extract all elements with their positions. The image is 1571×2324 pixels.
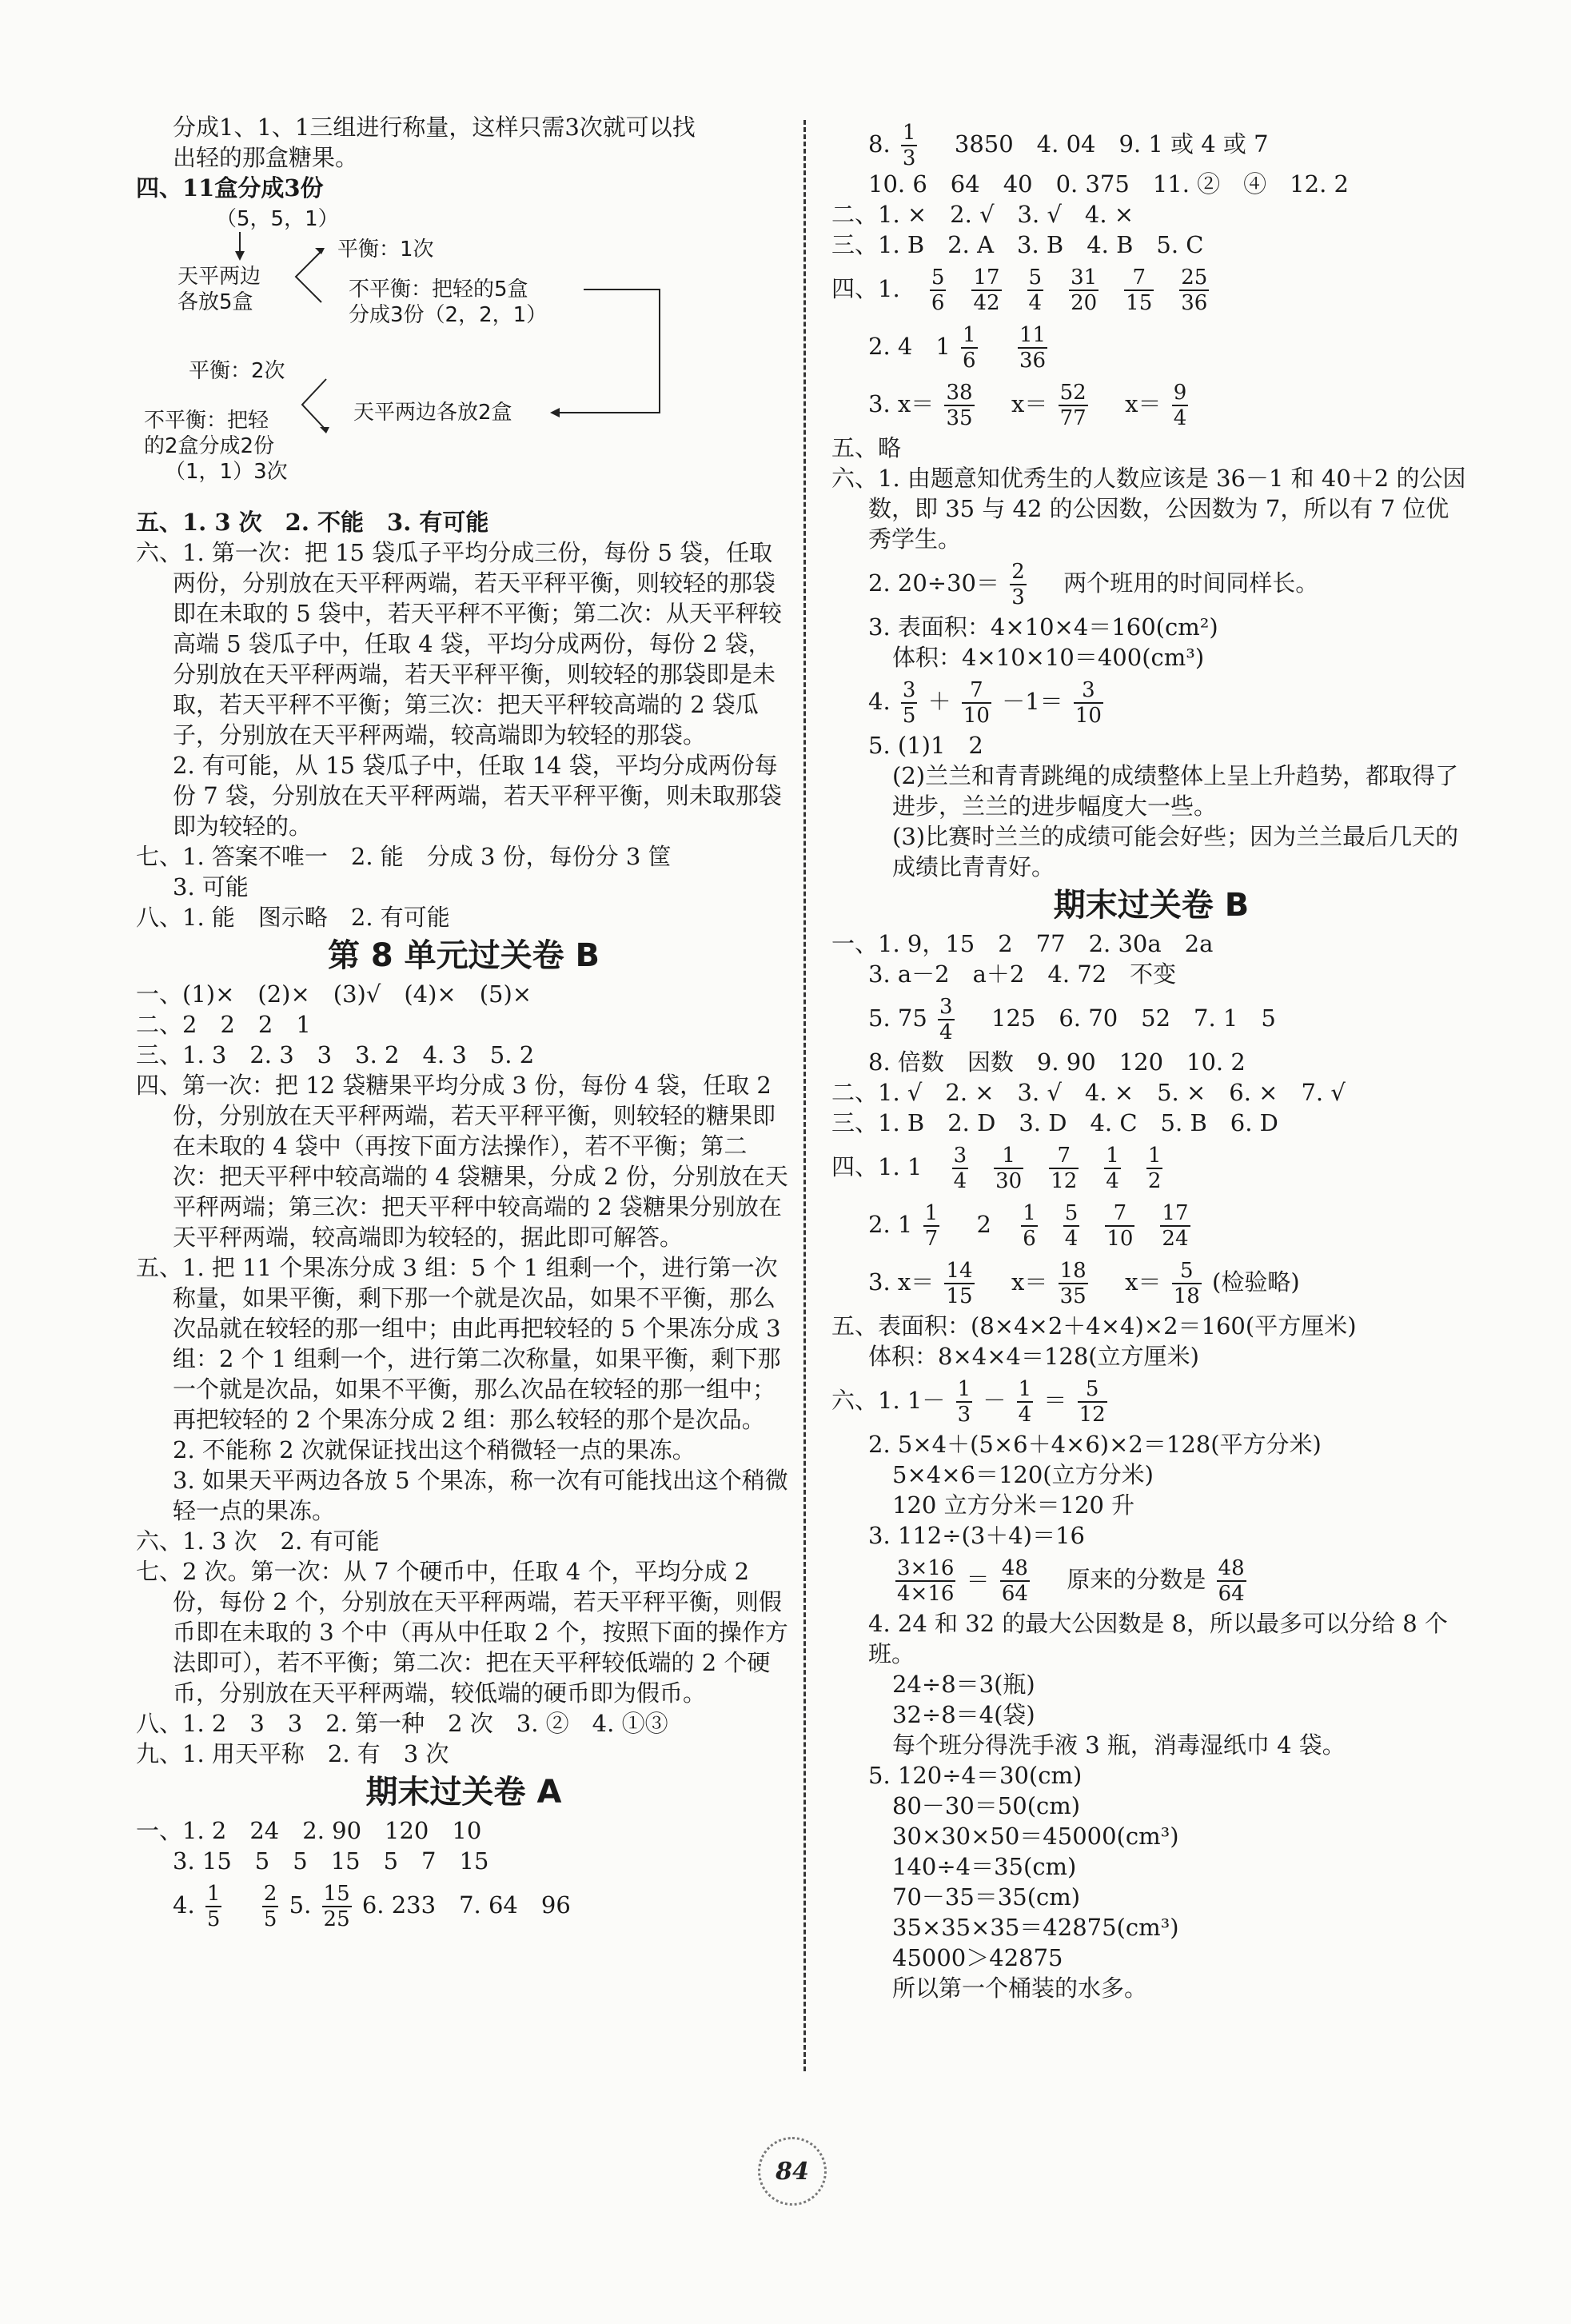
answer-line: 35×35×35＝42875(cm³) bbox=[892, 1914, 1179, 1941]
answer-paragraph: 五、1. 把 11 个果冻分成 3 组：5 个 1 组剩一个，进行第一次称量，如果平衡，剩下那一个就是次品，如果不平衡，那么次品就在较轻的那一组中；由此再把较轻的 5 个果冻分成 3 组：2 个 1 组剩一个，进行第二次称量，如果平衡，剩下那一个就是次品，如果不平衡，那么次品在较轻的那一组中；再把较轻的 2 个果冻分成 2 组：那么较轻的那个是次品。 bbox=[136, 1254, 781, 1433]
left-column bbox=[136, 112, 791, 1934]
section-title: 期末过关卷 B bbox=[1053, 887, 1250, 924]
answer-line: 每个班分得洗手液 3 瓶，消毒湿纸巾 4 袋。 bbox=[892, 1731, 1346, 1759]
operator: ＋ bbox=[927, 688, 951, 715]
answer-line: 五、略 bbox=[831, 434, 902, 461]
label: 125 6. 70 52 7. 1 5 bbox=[991, 1004, 1276, 1032]
fraction: $\frac{31}{20}$ bbox=[1071, 266, 1098, 315]
answer-line: 一、(1)× (2)× (3)√ (4)× (5)× bbox=[136, 980, 532, 1008]
fraction: $\frac{9}{4}$ bbox=[1173, 381, 1187, 430]
fraction: $\frac{2}{5}$ bbox=[263, 1882, 277, 1931]
fraction: $\frac{1}{2}$ bbox=[1147, 1144, 1162, 1193]
answer-line: 8. 倍数 因数 9. 90 120 10. 2 bbox=[868, 1048, 1246, 1076]
answer-paragraph: 七、2 次。第一次：从 7 个硬币中，任取 4 个，平均分成 2 份，每份 2 个，分别放在天平秤两端，若天平秤平衡，则假币即在未取的 3 个中（再从中任取 2 个，按照下面的操作方法即可），若不平衡；第二次：把在天平秤较低端的 2 个硬币，分别放在天平秤两端，较低端的硬币即为假币。 bbox=[136, 1558, 788, 1707]
answer-line: 五、表面积：(8×4×2＋4×4)×2＝160(平方厘米) bbox=[831, 1312, 1357, 1340]
answer-paragraph: 4. 24 和 32 的最大公因数是 8，所以最多可以分给 8 个班。 bbox=[868, 1610, 1448, 1667]
answer-line: 出轻的那盒糖果。 bbox=[173, 144, 359, 171]
label: 四、1. 1 bbox=[831, 1153, 923, 1180]
operator: ＝ bbox=[966, 1566, 990, 1593]
fraction: $\frac{1}{3}$ bbox=[957, 1377, 971, 1427]
weighing-diagram bbox=[136, 203, 791, 507]
fraction: $\frac{3}{5}$ bbox=[902, 678, 916, 728]
answer-line: 140÷4＝35(cm) bbox=[892, 1853, 1077, 1880]
answer-line: 二、2 2 2 1 bbox=[136, 1011, 311, 1038]
label: 2. 20÷30＝ bbox=[868, 569, 999, 597]
answer-line: 三、1. B 2. A 3. B 4. B 5. C bbox=[831, 231, 1204, 258]
label: (检验略) bbox=[1212, 1268, 1300, 1296]
fraction: $\frac{5}{18}$ bbox=[1173, 1259, 1200, 1308]
page-number: 84 bbox=[758, 2137, 827, 2206]
label: 5. 75 bbox=[868, 1004, 927, 1032]
answer-paragraph: 六、1. 由题意知优秀生的人数应该是 36－1 和 40＋2 的公因数，即 35 与 42 的公因数，公因数为 7，所以有 7 位优秀学生。 bbox=[831, 465, 1466, 553]
answer-paragraph: 2. 不能称 2 次就保证找出这个稍微轻一点的果冻。 bbox=[173, 1436, 696, 1463]
answer-line-fractions bbox=[831, 375, 1471, 433]
fraction: $\frac{1}{5}$ bbox=[206, 1882, 221, 1931]
fraction: $\frac{3}{4}$ bbox=[939, 995, 953, 1044]
answer-paragraph: 四、第一次：把 12 袋糖果平均分成 3 份，每份 4 袋，任取 2 份，分别放在天平秤两端，若天平秤平衡，则较轻的糖果即在未取的 4 袋中（再按下面方法操作），若不平衡；第二次：把天平秤中较高端的 4 袋糖果，分成 2 份，分别放在天平秤两端；第三次：把天平秤中较高端的 2 袋糖果分别放在天平秤两端，较高端即为较轻的，据此即可解答。 bbox=[136, 1072, 788, 1251]
answer-line-fractions bbox=[136, 1876, 791, 1934]
answer-line: 2. 5×4＋(5×6＋4×6)×2＝128(平方分米) bbox=[868, 1431, 1322, 1458]
answer-line: 二、1. √ 2. × 3. √ 4. × 5. × 6. × 7. √ bbox=[831, 1079, 1346, 1106]
answer-line-fractions bbox=[831, 1196, 1471, 1253]
fraction: $\frac{11}{36}$ bbox=[1019, 323, 1047, 373]
fraction: $\frac{3}{4}$ bbox=[953, 1144, 967, 1193]
operator: － bbox=[983, 1387, 1007, 1414]
fraction: $\frac{14}{15}$ bbox=[946, 1259, 973, 1308]
answer-line: 九、1. 用天平称 2. 有 3 次 bbox=[136, 1740, 449, 1767]
fraction: $\frac{18}{35}$ bbox=[1059, 1259, 1087, 1308]
label: 8. bbox=[868, 130, 891, 158]
label: 5. bbox=[289, 1891, 312, 1919]
answer-line: 一、1. 2 24 2. 90 120 10 bbox=[136, 1817, 482, 1844]
diagram-scale-5b: 各放5盒 bbox=[177, 290, 253, 314]
answer-line: 24÷8＝3(瓶) bbox=[892, 1671, 1035, 1698]
answer-line: 体积：8×4×4＝128(立方厘米) bbox=[868, 1343, 1199, 1370]
answer-line: 70－35＝35(cm) bbox=[892, 1883, 1081, 1911]
diagram-unbalanced-1b: 分成3份（2，2，1） bbox=[349, 303, 548, 327]
diagram-balance-1: 平衡：1次 bbox=[337, 238, 434, 262]
answer-line-fractions bbox=[831, 1551, 1471, 1608]
answer-line-fractions bbox=[831, 989, 1471, 1047]
answer-line: 45000＞42875 bbox=[892, 1944, 1063, 1971]
diagram-unbalanced-1a: 不平衡：把轻的5盒 bbox=[349, 278, 528, 301]
label: x＝ bbox=[1011, 390, 1048, 417]
answer-line-fractions bbox=[831, 554, 1471, 612]
answer-paragraph: (3)比赛时兰兰的成绩可能会好些；因为兰兰最后几天的成绩比青青好。 bbox=[892, 823, 1459, 880]
answer-line-fractions bbox=[831, 260, 1471, 317]
answer-line-fractions bbox=[831, 120, 1471, 169]
fraction: $\frac{2}{3}$ bbox=[1011, 560, 1025, 609]
answer-line: 3. 15 5 5 15 5 7 15 bbox=[173, 1847, 489, 1875]
answer-line: 80－30＝50(cm) bbox=[892, 1792, 1081, 1819]
answer-line: 3. 表面积：4×10×4＝160(cm²) bbox=[868, 613, 1218, 641]
fraction: $\frac{7}{10}$ bbox=[963, 678, 990, 728]
label: 2. 1 bbox=[868, 1211, 913, 1238]
fraction: $\frac{1}{6}$ bbox=[963, 323, 976, 373]
answer-line: 八、1. 2 3 3 2. 第一种 2 次 3. ② 4. ①③ bbox=[136, 1710, 668, 1737]
fraction: $\frac{15}{25}$ bbox=[323, 1882, 350, 1931]
label: 3. x＝ bbox=[868, 390, 935, 417]
section-title: 第 8 单元过关卷 B bbox=[327, 937, 600, 974]
label: 6. 233 7. 64 96 bbox=[361, 1891, 571, 1919]
answer-line: 3. 112÷(3＋4)＝16 bbox=[868, 1522, 1085, 1549]
fraction: $\frac{5}{4}$ bbox=[1028, 266, 1043, 315]
fraction: $\frac{1}{30}$ bbox=[995, 1144, 1023, 1193]
answer-line: 10. 6 64 40 0. 375 11. ② ④ 12. 2 bbox=[868, 170, 1349, 198]
answer-paragraph: 六、1. 第一次：把 15 袋瓜子平均分成三份，每份 5 袋，任取两份，分别放在天平秤两端，若天平秤平衡，则较轻的那袋即在未取的 5 袋中，若天平秤不平衡；第二次：从天平秤较高端 5 袋瓜子中，任取 4 袋，平均分成两份，每份 2 袋，分别放在天平秤两端，若天平秤平衡，则较轻的那袋即是未取，若天平秤不平衡；第三次：把天平秤较高端的 2 袋瓜子，分别放在天平秤两端，较高端即为较轻的那袋。 bbox=[136, 539, 782, 749]
answer-paragraph: 2. 有可能，从 15 袋瓜子中，任取 14 袋，平均分成两份每份 7 袋，分别放在天平秤两端，若天平秤平衡，则未取那袋即为较轻的。 bbox=[173, 752, 782, 840]
answer-line-fractions bbox=[831, 1253, 1471, 1311]
fraction: $\frac{52}{77}$ bbox=[1059, 381, 1087, 430]
answer-line: 一、1. 9，15 2 77 2. 30a 2a bbox=[831, 930, 1214, 957]
fraction: $\frac{17}{42}$ bbox=[973, 266, 1000, 315]
answer-line: 二、1. × 2. √ 3. √ 4. × bbox=[831, 201, 1134, 228]
fraction: $\frac{1}{7}$ bbox=[924, 1201, 939, 1251]
fraction: $\frac{5}{6}$ bbox=[931, 266, 945, 315]
label: 3. x＝ bbox=[868, 1268, 935, 1296]
fraction: $\frac{1}{4}$ bbox=[1106, 1144, 1119, 1193]
fraction: $\frac{7}{10}$ bbox=[1106, 1201, 1134, 1251]
answer-paragraph: 3. 如果天平两边各放 5 个果冻，称一次有可能找出这个稍微轻一点的果冻。 bbox=[173, 1467, 788, 1524]
label: x＝ bbox=[1011, 1268, 1048, 1296]
fraction: $\frac{1}{4}$ bbox=[1018, 1377, 1032, 1427]
label: 3850 4. 04 9. 1 或 4 或 7 bbox=[954, 130, 1269, 158]
diagram-unbalanced-2b: 的2盒分成2份 bbox=[144, 434, 275, 458]
diagram-unbalanced-2a: 不平衡：把轻 bbox=[144, 409, 269, 433]
label: 六、1. 1－ bbox=[831, 1387, 946, 1414]
diagram-unbalanced-2c: （1，1）3次 bbox=[165, 460, 288, 484]
fraction: $\frac{38}{35}$ bbox=[946, 381, 973, 430]
right-column bbox=[831, 120, 1471, 2003]
operator: ＝ bbox=[1043, 1387, 1067, 1414]
answer-line: 三、1. 3 2. 3 3 3. 2 4. 3 5. 2 bbox=[136, 1041, 535, 1068]
section-title: 期末过关卷 A bbox=[365, 1774, 562, 1811]
fraction: $\frac{5}{4}$ bbox=[1064, 1201, 1079, 1251]
diagram-scale-5a: 天平两边 bbox=[177, 265, 261, 289]
label: 4. bbox=[868, 688, 891, 715]
answer-line-fractions bbox=[831, 317, 1471, 375]
label: 原来的分数是 bbox=[1067, 1566, 1206, 1593]
answer-line: 3. 可能 bbox=[173, 873, 249, 900]
diagram-scale-2: 天平两边各放2盒 bbox=[353, 401, 512, 425]
label: 2. 4 1 bbox=[868, 333, 951, 360]
answer-line-fractions bbox=[831, 1372, 1471, 1429]
answer-line: 30×30×50＝45000(cm³) bbox=[892, 1823, 1179, 1850]
answer-paragraph: (2)兰兰和青青跳绳的成绩整体上呈上升趋势，都取得了进步，兰兰的进步幅度大一些。 bbox=[892, 762, 1459, 820]
answer-line: 32÷8＝4(袋) bbox=[892, 1701, 1035, 1728]
answer-line: 所以第一个桶装的水多。 bbox=[892, 1975, 1148, 2002]
answer-line: 5×4×6＝120(立方分米) bbox=[892, 1461, 1154, 1488]
answer-line: 八、1. 能 图示略 2. 有可能 bbox=[136, 904, 450, 931]
label: 两个班用的时间同样长。 bbox=[1063, 569, 1319, 597]
answer-line-fractions bbox=[831, 673, 1471, 730]
label: 4. bbox=[173, 1891, 195, 1919]
answer-line: 七、1. 答案不唯一 2. 能 分成 3 份，每份分 3 筐 bbox=[136, 843, 672, 870]
fraction: $\frac{17}{24}$ bbox=[1162, 1201, 1189, 1251]
fraction: $\frac{5}{12}$ bbox=[1079, 1377, 1106, 1427]
label: 四、1. bbox=[831, 275, 900, 302]
answer-line: 120 立方分米＝120 升 bbox=[892, 1491, 1135, 1519]
fraction: $\frac{1}{3}$ bbox=[902, 121, 916, 170]
fraction: $\frac{48}{64}$ bbox=[1001, 1556, 1028, 1606]
fraction: $\frac{3\times 16}{4\times 16}$ bbox=[897, 1556, 955, 1606]
answer-line-fractions bbox=[831, 1138, 1471, 1196]
diagram-split: （5，5，1） bbox=[216, 207, 339, 231]
fraction: $\frac{7}{15}$ bbox=[1126, 266, 1153, 315]
answer-line: 5. 120÷4＝30(cm) bbox=[868, 1762, 1083, 1789]
fraction: $\frac{1}{6}$ bbox=[1023, 1201, 1036, 1251]
answer-line: 五、1. 3 次 2. 不能 3. 有可能 bbox=[136, 509, 489, 536]
answer-line: 5. (1)1 2 bbox=[868, 732, 983, 759]
label: x＝ bbox=[1125, 390, 1162, 417]
label: x＝ bbox=[1125, 1268, 1162, 1296]
operator: －1＝ bbox=[1002, 688, 1063, 715]
fraction: $\frac{3}{10}$ bbox=[1075, 678, 1102, 728]
answer-line: 体积：4×10×10＝400(cm³) bbox=[892, 644, 1205, 671]
label: 2 bbox=[976, 1211, 991, 1238]
column-divider bbox=[803, 120, 806, 2071]
answer-line: 三、1. B 2. D 3. D 4. C 5. B 6. D bbox=[831, 1109, 1278, 1136]
answer-line: 六、1. 3 次 2. 有可能 bbox=[136, 1527, 380, 1555]
diagram-balance-2: 平衡：2次 bbox=[189, 359, 285, 383]
fraction: $\frac{7}{12}$ bbox=[1051, 1144, 1078, 1193]
fraction: $\frac{25}{36}$ bbox=[1181, 266, 1208, 315]
fraction: $\frac{48}{64}$ bbox=[1218, 1556, 1245, 1606]
answer-line: 分成1、1、1三组进行称量，这样只需3次就可以找 bbox=[173, 114, 696, 141]
section-heading: 四、11盒分成3份 bbox=[136, 174, 324, 202]
answer-line: 3. a－2 a＋2 4. 72 不变 bbox=[868, 960, 1177, 988]
